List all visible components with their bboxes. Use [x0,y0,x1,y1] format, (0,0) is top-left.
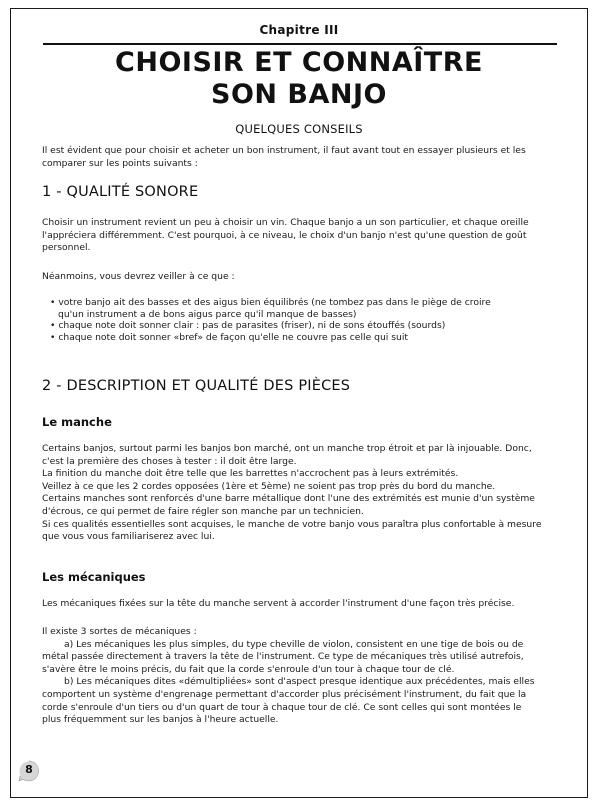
page-number: 8 [25,763,33,776]
page-title [11,47,587,111]
list-item: • chaque note doit sonner «bref» de façon qu'elle ne couvre pas celle qui suit [50,331,409,343]
mecaniques-intro: Les mécaniques fixées sur la tête du manche servent à accorder l'instrument d'une façon très précise. [42,598,515,609]
quality-bullet-list [50,297,491,343]
list-item: • votre banjo ait des basses et des aigus bien équilibrés (ne tombez pas dans le piège de croire [50,297,491,308]
title-line-2: SON BANJO [211,79,387,110]
chapter-label: Chapitre III [259,23,339,37]
list-item: • chaque note doit sonner clair : pas de parasites (friser), ni de sons étouffés (sourds) [50,320,446,331]
section1-paragraph: Choisir un instrument revient un peu à choisir un vin. Chaque banjo a un son particulier, et chaque oreille l'appréciera différemment. C'est pourquoi, à ce niveau, le choix d'un banjo n'est qu'une question de goût personnel. [42,217,529,254]
list-item-continuation: qu'un instrument a de bons aigus parce qu'il manque de basses) [58,308,357,320]
subsection-heading-mecaniques: Les mécaniques [42,570,146,584]
title-line-1: CHOISIR ET CONNAÎTRE [115,47,483,78]
subsection-heading-manche: Le manche [42,415,112,429]
intro-paragraph: Il est évident que pour choisir et acheter un bon instrument, il faut avant tout en essayer plusieurs et les comparer sur les points suivants : [42,145,526,169]
manche-paragraph: Certains banjos, surtout parmi les banjos bon marché, ont un manche trop étroit et par là injouable. Donc, c'est la première des choses à tester : il doit être large. La finition du manche doit être telle que les barrettes n'accrochent pas à leurs extrémités. Veillez à ce que les 2 cordes opposées (1ère et 5ème) ne soient pas trop près du bord du manche. Certains manches sont renforcés d'une barre métallique dont l'une des extrémités est munie d'un système d'écrous, ce qui permet de faire régler son manche par un technicien. Si ces qualités essentielles sont acquises, le manche de votre banjo vous paraîtra plus confortable à mesure que vous vous familiariserez avec lui. [42,443,542,543]
section-heading-2: 2 - DESCRIPTION ET QUALITÉ DES PIÈCES [42,378,351,394]
mecaniques-types: Il existe 3 sortes de mécaniques : a) Les mécaniques les plus simples, du type cheville de violon, consistent en une tige de bois ou de métal passée directement à travers la tête de l'instrument. Ce type de mécaniques très utilisé autrefois, s'avère être le moins précis, du fait que la corde s'enroule d'un tour à chaque tour de clé. b) Les mécaniques dites «démultipliées» sont d'aspect presque identique aux précédentes, mais elles comportent un système d'engrenage permettant d'accorder plus précisément l'instrument, du fait que la corde s'enroule d'un tiers ou d'un quart de tour à chaque tour de clé. Ce sont celles qui sont montées le plus fréquemment sur les banjos à l'heure actuelle. [42,626,535,726]
title-rule [43,43,557,45]
page-subtitle: QUELQUES CONSEILS [235,122,363,136]
section1-lead: Néanmoins, vous devrez veiller à ce que : [42,271,235,282]
section-heading-1: 1 - QUALITÉ SONORE [42,184,199,200]
